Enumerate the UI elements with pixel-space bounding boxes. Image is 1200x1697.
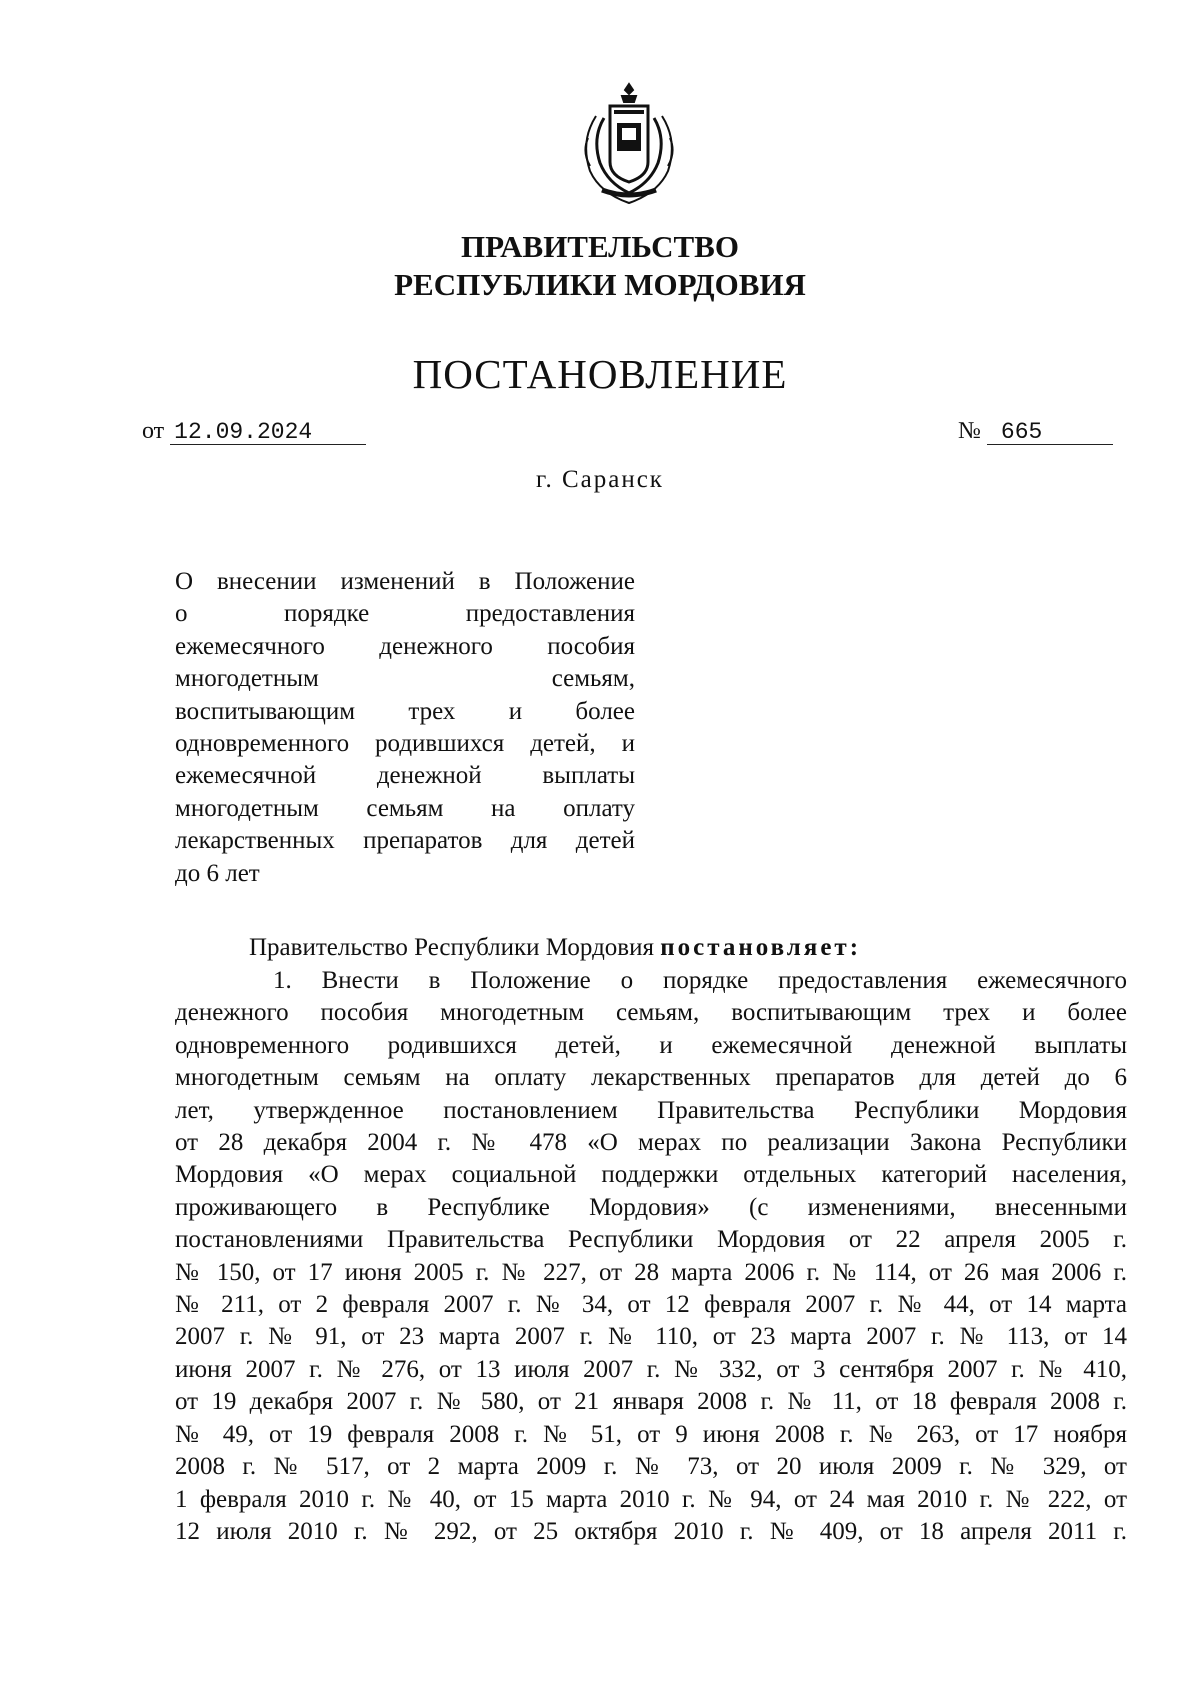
- body-line: № 150, от 17 июня 2005 г. № 227, от 28 марта 2006 г. № 114, от 26 мая 2006 г.: [175, 1258, 1127, 1286]
- subject-line: о порядке предоставления: [175, 600, 635, 628]
- body-line: денежного пособия многодетным семьям, воспитывающим трех и более: [175, 999, 1127, 1027]
- body-line: 1 февраля 2010 г. № 40, от 15 марта 2010 г. № 94, от 24 мая 2010 г. № 222, от: [175, 1485, 1127, 1513]
- body-line: 2007 г. № 91, от 23 марта 2007 г. № 110, от 23 марта 2007 г. № 113, от 14: [175, 1323, 1127, 1351]
- body-line: проживающего в Республике Мордовия» (с изменениями, внесенными: [175, 1193, 1127, 1221]
- body-line: постановлениями Правительства Республики Мордовия от 22 апреля 2005 г.: [175, 1226, 1127, 1254]
- intro-text: Правительство Республики Мордовия: [249, 934, 654, 961]
- body-line: многодетным семьям на оплату лекарственных препаратов для детей до 6: [175, 1064, 1127, 1092]
- body-line: лет, утвержденное постановлением Правительства Республики Мордовия: [175, 1096, 1127, 1124]
- body-line: одновременного родившихся детей, и ежемесячной денежной выплаты: [175, 1031, 1127, 1059]
- coat-of-arms-emblem: [574, 78, 684, 208]
- body-line: № 211, от 2 февраля 2007 г. № 34, от 12 февраля 2007 г. № 44, от 14 марта: [175, 1291, 1127, 1319]
- document-type: ПОСТАНОВЛЕНИЕ: [412, 351, 788, 397]
- government-title-line1: ПРАВИТЕЛЬСТВО: [461, 229, 739, 264]
- subject-line: ежемесячной денежной выплаты: [175, 762, 635, 790]
- subject-block: [175, 566, 635, 890]
- subject-line: до 6 лет: [175, 859, 260, 887]
- body-line: № 49, от 19 февраля 2008 г. № 51, от 9 июня 2008 г. № 263, от 17 ноября: [175, 1420, 1127, 1448]
- number-field: [958, 418, 1113, 445]
- date-label: от: [142, 418, 165, 444]
- subject-line: одновременного родившихся детей, и: [175, 730, 635, 758]
- body-line: июня 2007 г. № 276, от 13 июля 2007 г. № 332, от 3 сентября 2007 г. № 410,: [175, 1355, 1127, 1383]
- subject-line: многодетным семьям,: [175, 665, 635, 693]
- subject-line: лекарственных препаратов для детей: [175, 827, 635, 855]
- city: г. Саранск: [536, 466, 664, 493]
- number-label: №: [958, 418, 981, 444]
- body-line: от 28 декабря 2004 г. № 478 «О мерах по реализации Закона Республики: [175, 1129, 1127, 1157]
- body-text: [175, 965, 1127, 1548]
- subject-line: ежемесячного денежного пособия: [175, 632, 635, 660]
- subject-line: О внесении изменений в Положение: [175, 568, 635, 595]
- subject-line: воспитывающим трех и более: [175, 697, 635, 725]
- body-line: Мордовия «О мерах социальной поддержки отдельных категорий населения,: [175, 1161, 1127, 1189]
- body-line: от 19 декабря 2007 г. № 580, от 21 января 2008 г. № 11, от 18 февраля 2008 г.: [175, 1388, 1127, 1416]
- subject-line: многодетным семьям на оплату: [175, 794, 635, 822]
- decree-word: постановляет:: [660, 934, 862, 961]
- decree-intro: [249, 932, 861, 964]
- number-value: 665: [987, 420, 1113, 445]
- body-line: 2008 г. № 517, от 2 марта 2009 г. № 73, от 20 июля 2009 г. № 329, от: [175, 1453, 1127, 1481]
- body-line: 1. Внести в Положение о порядке предоставления ежемесячного: [273, 967, 1127, 994]
- date-field: [142, 418, 366, 445]
- government-title-line2: РЕСПУБЛИКИ МОРДОВИЯ: [394, 267, 806, 302]
- body-line: 12 июля 2010 г. № 292, от 25 октября 2010 г. № 409, от 18 апреля 2011 г.: [175, 1517, 1127, 1545]
- date-value: 12.09.2024: [170, 420, 366, 445]
